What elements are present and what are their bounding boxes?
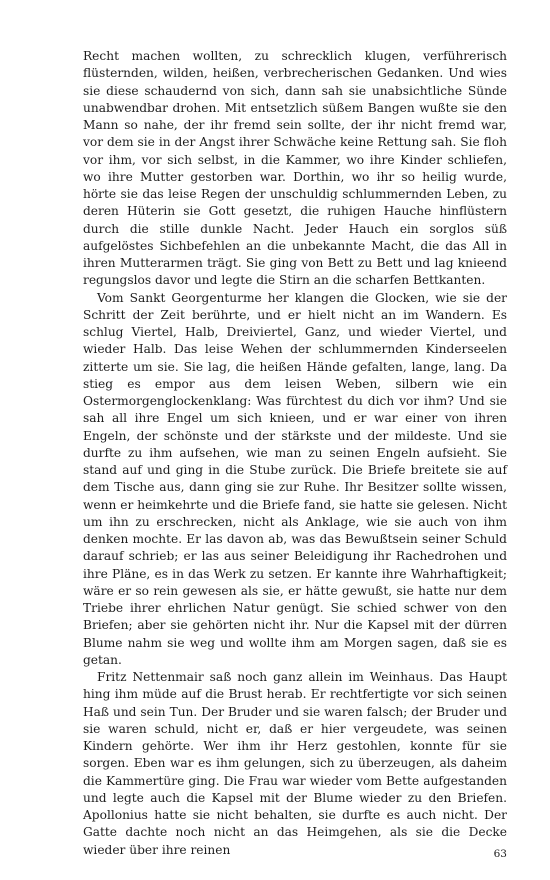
paragraph-1: Recht machen wollten, zu schrecklich klugen, verführerisch flüsternden, wilden, heißen, verbrecherischen Gedanken. Und wies sie diese schaudernd von sich, dann sah sie unabsichtliche Sünde unabwendbar drohen. Mit entsetzlich süßem Bangen wußte sie den Mann so nahe, der ihr fremd sein sollte, der ihr nicht fremd war, vor dem sie in der Angst ihrer Schwäche keine Rettung sah. Sie floh vor ihm, vor sich selbst, in die Kammer, wo ihre Kinder schliefen, wo ihre Mutter gestorben war. Dorthin, wo ihr so heilig wurde, hörte sie das leise Regen der unschuldig schlummernden Leben, zu deren Hüterin sie Gott gesetzt, die ruhigen Hauche hinflüstern durch die stille dunkle Nacht. Jeder Hauch ein sorglos süß aufgelöstes Sichbefehlen an die unbekannte Macht, die das All in ihren Mutterarmen trägt. Sie ging von Bett zu Bett und lag knieend regungslos davor und legte die Stirn an die scharfen Bettkanten. bbox=[83, 49, 507, 288]
paragraph-2: Vom Sankt Georgenturme her klangen die Glocken, wie sie der Schritt der Zeit berührte, und er hielt nicht an im Wandern. Es schlug Viertel, Halb, Dreiviertel, Ganz, und wieder Viertel, und wieder Halb. Das leise Wehen der schlummernden Kinderseelen zitterte um sie. Sie lag, die heißen Hände gefalten, lange, lang. Da stieg es empor aus dem leisen Weben, silbern wie ein Ostermorgenglockenklang: Was fürchtest du dich vor ihm? Und sie sah all ihre Engel um sich knieen, und er war einer von ihren Engeln, der schönste und der stärkste und der mildeste. Und sie durfte zu ihm aufsehen, wie man zu seinen Engeln aufsieht. Sie stand auf und ging in die Stube zurück. Die Briefe breitete sie auf dem Tische aus, dann ging sie zur Ruhe. Ihr Besitzer sollte wissen, wenn er heimkehrte und die Briefe fand, sie hatte sie gelesen. Nicht um ihn zu erschrecken, nicht als Anklage, wie sie auch von ihm denken mochte. Er las davon ab, was das Bewußtsein seiner Schuld darauf schrieb; er las aus seiner Beleidigung ihr Rachedrohen und ihre Pläne, es in das Werk zu setzen. Er kannte ihre Wahrhaftigkeit; wäre er so rein gewesen als sie, er hätte gewußt, sie hatte nur dem Triebe ihrer ehrlichen Natur genügt. Sie schied schwer von den Briefen; aber sie gehörten nicht ihr. Nur die Kapsel mit der dürren Blume nahm sie weg und wollte ihm am Morgen sagen, daß sie es getan. bbox=[83, 290, 507, 667]
page-number: 63 bbox=[493, 848, 507, 860]
paragraph-3: Fritz Nettenmair saß noch ganz allein im Weinhaus. Das Haupt hing ihm müde auf die Brust herab. Er rechtfertigte vor sich seinen Haß und sein Tun. Der Bruder und sie waren falsch; der Bruder und sie waren schuld, nicht er, daß er hier vergeudete, was seinen Kindern gehörte. Wer ihm ihr Herz gestohlen, konnte für sie sorgen. Eben war es ihm gelungen, sich zu überzeugen, als daheim die Kammertüre ging. Die Frau war wieder vom Bette aufgestanden und legte auch die Kapsel mit der Blume wieder zu den Briefen. Apollonius hatte sie nicht behalten, sie durfte es auch nicht. Der Gatte dachte noch nicht an das Heimgehen, als sie die Decke wieder über ihre reinen bbox=[83, 670, 507, 857]
page-body bbox=[83, 48, 507, 859]
